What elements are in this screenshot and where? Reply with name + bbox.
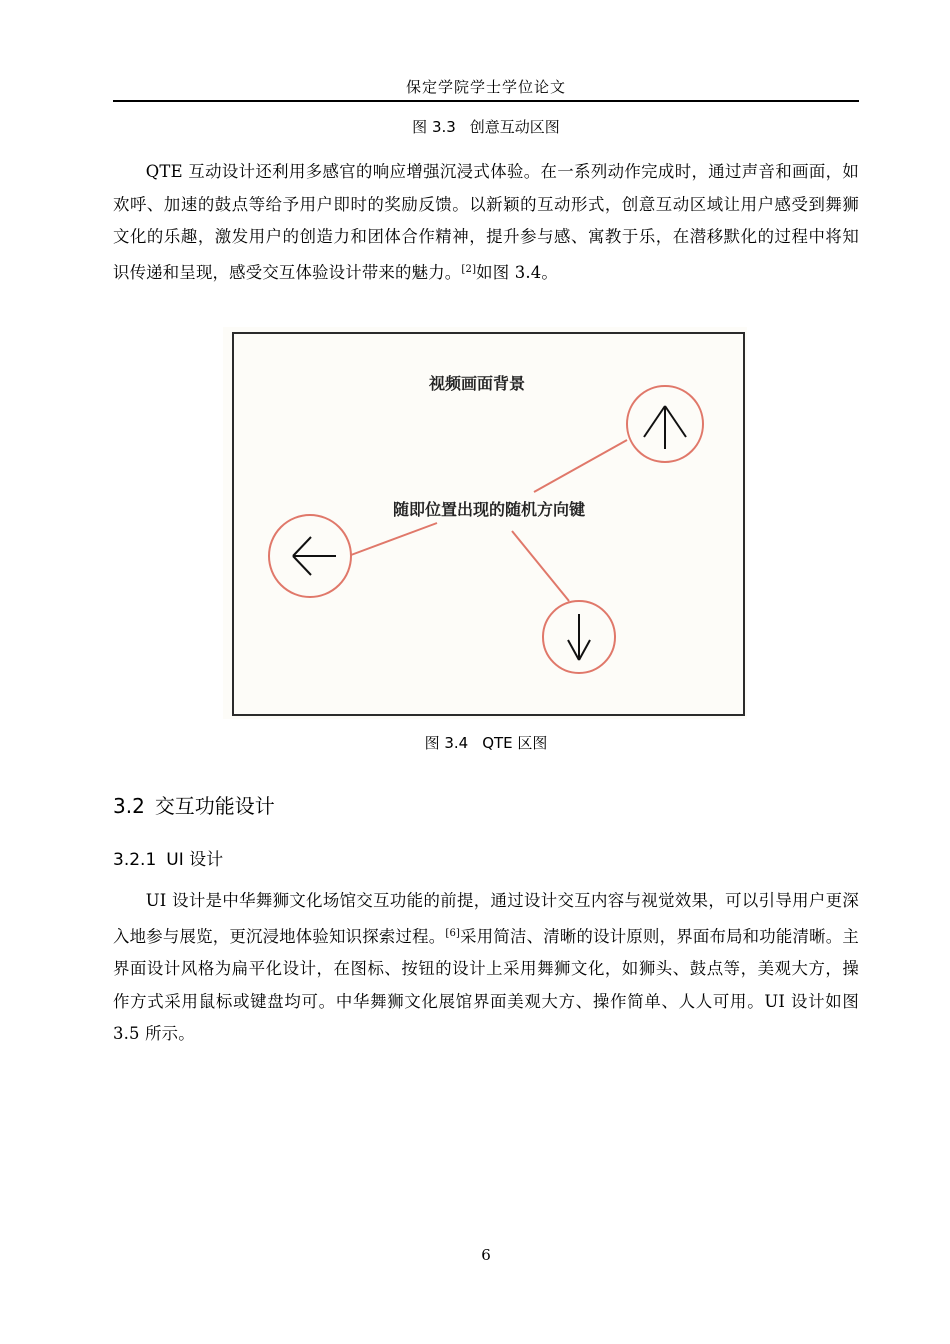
subsection-title: UI 设计 bbox=[166, 850, 224, 870]
figure-3-3-title: 创意互动区图 bbox=[469, 118, 560, 136]
citation-2: [2] bbox=[461, 263, 477, 275]
figure-3-3-number: 图 3.3 bbox=[412, 118, 456, 136]
section-title: 交互功能设计 bbox=[154, 794, 275, 818]
paragraph-ui-text-end: 采用简洁、清晰的设计原则，界面布局和功能清晰。主界面设计风格为扁平化设计，在图标、按钮的设计上采用舞狮文化，如狮头、鼓点等，美观大方，操作方式采用鼠标或键盘均可。中华舞狮文化展馆界面美观大方、操作简单、人人可用。UI 设计如图 3.5 所示。 bbox=[113, 926, 859, 1043]
page-number: 6 bbox=[481, 1246, 491, 1264]
qte-area-figure bbox=[223, 327, 747, 719]
section-number: 3.2 bbox=[113, 794, 145, 818]
paragraph-ui-design bbox=[113, 885, 859, 1051]
header-rule bbox=[113, 100, 859, 102]
figure-3-4-title: QTE 区图 bbox=[482, 734, 548, 752]
figure-3-4-caption bbox=[113, 732, 859, 753]
up-arrow-key bbox=[627, 386, 703, 462]
running-header: 保定学院学士学位论文 bbox=[405, 78, 566, 96]
paragraph-qte-text: QTE 互动设计还利用多感官的响应增强沉浸式体验。在一系列动作完成时，通过声音和画面，如欢呼、加速的鼓点等给予用户即时的奖励反馈。以新颖的互动形式，创意互动区域让用户感受到舞狮文化的乐趣，激发用户的创造力和团体合作精神，提升参与感、寓教于乐，在潜移默化的过程中将知识传递和呈现，感受交互体验设计带来的魅力。 bbox=[113, 162, 859, 282]
figure-3-4-number: 图 3.4 bbox=[424, 734, 469, 752]
paragraph-ui-text: UI 设计是中华舞狮文化场馆交互功能的前提，通过设计交互内容与视觉效果，可以引导用户更深入地参与展览，更沉浸地体验知识探索过程。 bbox=[113, 891, 859, 946]
video-background-label: 视频画面背景 bbox=[429, 374, 526, 393]
subsection-number: 3.2.1 bbox=[113, 850, 157, 870]
paragraph-qte-text-end: 如图 3.4。 bbox=[476, 262, 559, 282]
paragraph-qte-feedback bbox=[113, 156, 859, 289]
figure-3-3-caption bbox=[113, 116, 859, 137]
down-arrow-key bbox=[543, 601, 615, 673]
citation-6: [6] bbox=[445, 927, 461, 939]
section-heading bbox=[113, 790, 275, 819]
subsection-heading bbox=[113, 845, 223, 870]
random-keys-label: 随即位置出现的随机方向键 bbox=[393, 500, 586, 519]
qte-diagram bbox=[223, 327, 747, 719]
left-arrow-key bbox=[269, 515, 351, 597]
